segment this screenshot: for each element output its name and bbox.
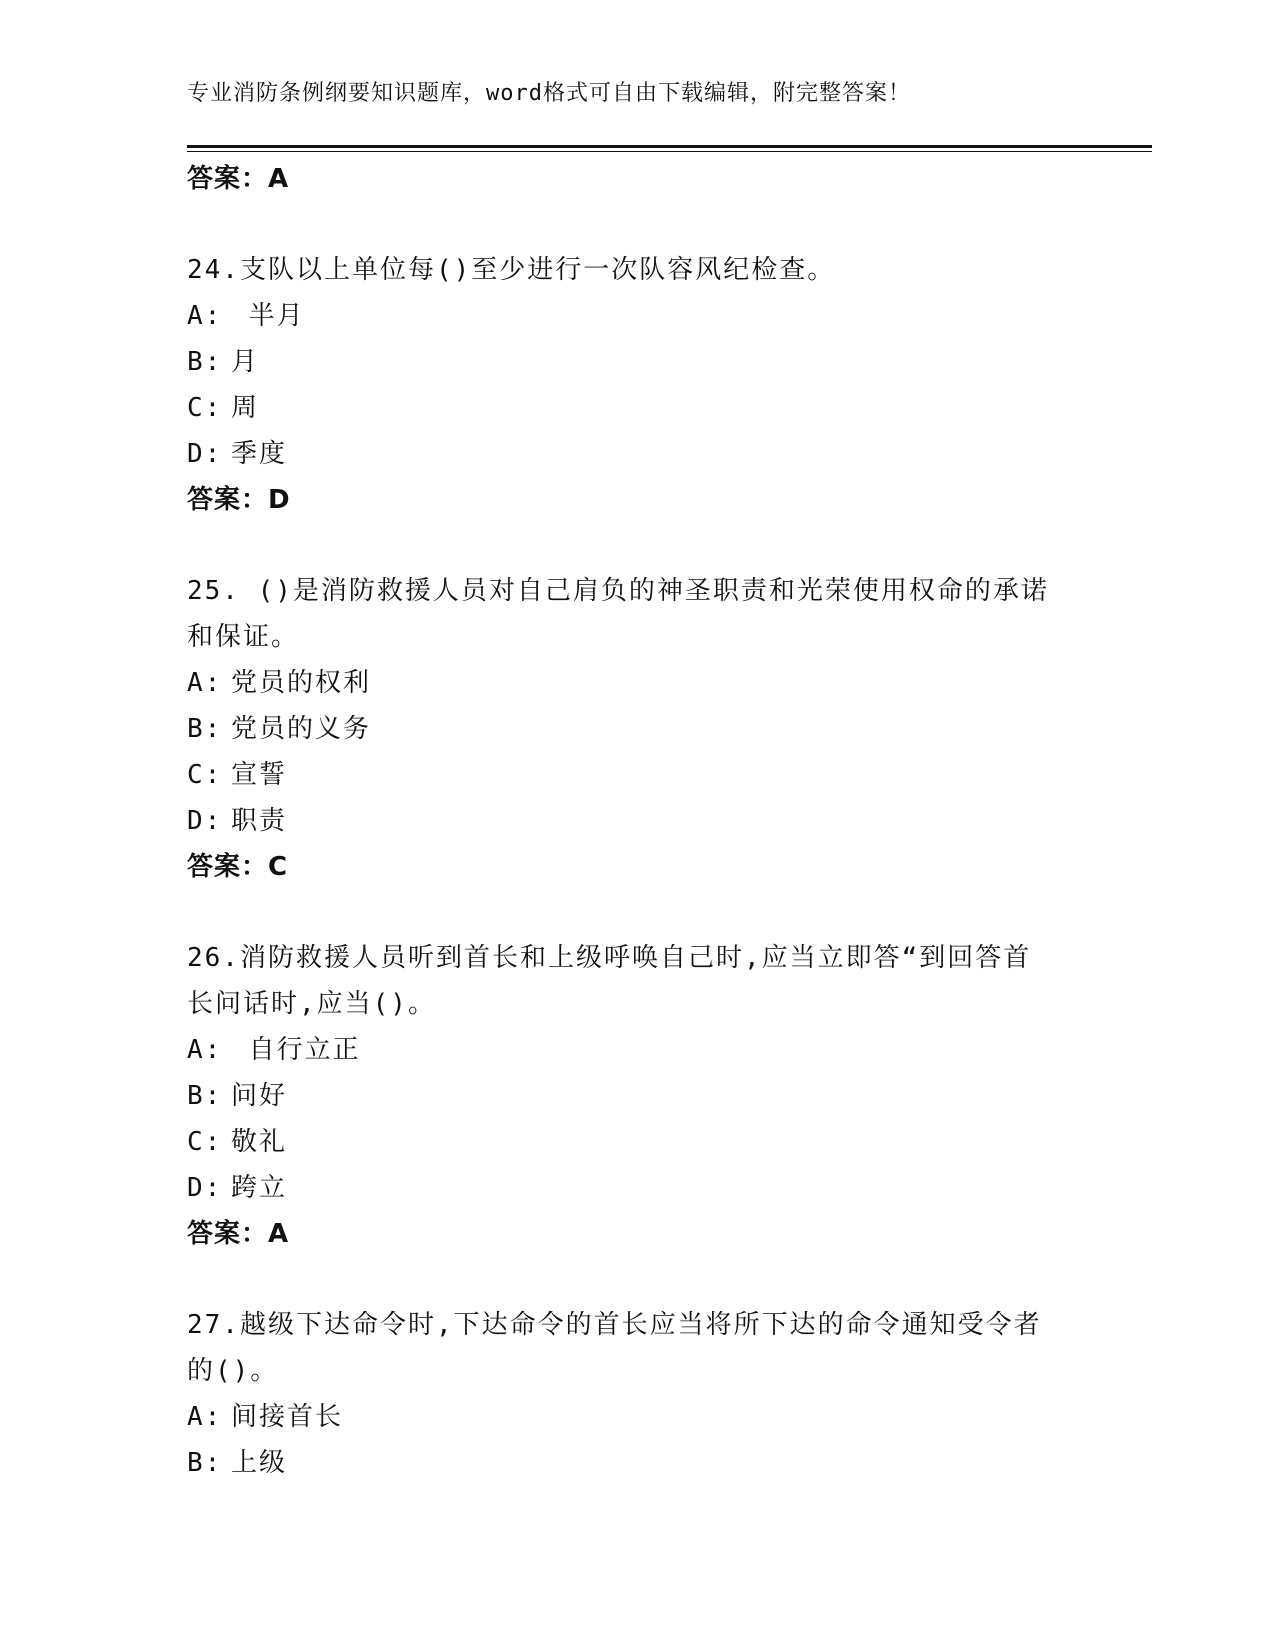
option-text: 党员的义务 [231, 714, 372, 744]
question-27 [187, 1302, 1067, 1394]
option-text: 跨立 [231, 1173, 288, 1203]
option-label: A: [187, 668, 223, 698]
option-text: 问好 [231, 1081, 288, 1111]
option-text: 自行立正 [231, 1035, 361, 1065]
question-24 [187, 247, 1067, 293]
option-text: 上级 [231, 1448, 288, 1478]
option-text: 宣誓 [231, 760, 288, 790]
option-b [187, 1073, 1067, 1119]
option-text: 党员的权利 [231, 668, 372, 698]
option-text: 敬礼 [231, 1127, 288, 1157]
option-label: D: [187, 439, 223, 469]
answer: 答案：C [187, 852, 289, 882]
option-c [187, 385, 1067, 431]
option-a [187, 293, 1067, 339]
option-d [187, 431, 1067, 477]
option-a [187, 660, 1067, 706]
option-label: A: [187, 1402, 223, 1432]
option-label: C: [187, 393, 223, 423]
option-b [187, 1440, 1067, 1486]
option-label: C: [187, 760, 223, 790]
option-text: 间接首长 [231, 1402, 344, 1432]
option-label: B: [187, 347, 223, 377]
option-c [187, 752, 1067, 798]
option-label: B: [187, 714, 223, 744]
question-26 [187, 935, 1067, 1027]
option-a [187, 1394, 1067, 1440]
option-text: 职责 [231, 806, 288, 836]
question-text: 24.支队以上单位每()至少进行一次队容风纪检查。 [187, 255, 836, 285]
answer: 答案：A [187, 1219, 290, 1249]
option-text: 半月 [231, 301, 305, 331]
option-text: 周 [231, 393, 260, 423]
question-text: 长问话时,应当()。 [187, 989, 436, 1019]
option-d [187, 798, 1067, 844]
option-label: D: [187, 1173, 223, 1203]
option-d [187, 1165, 1067, 1211]
option-label: C: [187, 1127, 223, 1157]
question-text: 的()。 [187, 1356, 279, 1386]
option-a [187, 1027, 1067, 1073]
question-text: 25. ()是消防救援人员对自己肩负的神圣职责和光荣使用权命的承诺 [187, 576, 1049, 606]
header-rule-thick [187, 145, 1152, 148]
option-b [187, 706, 1067, 752]
option-label: A: [187, 1035, 223, 1065]
header-rule-thin [187, 151, 1152, 152]
option-text: 季度 [231, 439, 288, 469]
page-header: 专业消防条例纲要知识题库，word格式可自由下载编辑，附完整答案！ [187, 81, 911, 106]
previous-answer: 答案：A [187, 164, 290, 194]
option-label: A: [187, 301, 223, 331]
option-b [187, 339, 1067, 385]
answer: 答案：D [187, 485, 291, 515]
option-label: D: [187, 806, 223, 836]
option-label: B: [187, 1448, 223, 1478]
question-text: 和保证。 [187, 622, 300, 652]
question-list [187, 156, 1067, 1486]
question-text: 27.越级下达命令时,下达命令的首长应当将所下达的命令通知受令者 [187, 1310, 1042, 1340]
question-text: 26.消防救援人员听到首长和上级呼唤自己时,应当立即答“到回答首 [187, 943, 1032, 973]
option-text: 月 [231, 347, 260, 377]
question-25 [187, 568, 1067, 660]
option-c [187, 1119, 1067, 1165]
option-label: B: [187, 1081, 223, 1111]
